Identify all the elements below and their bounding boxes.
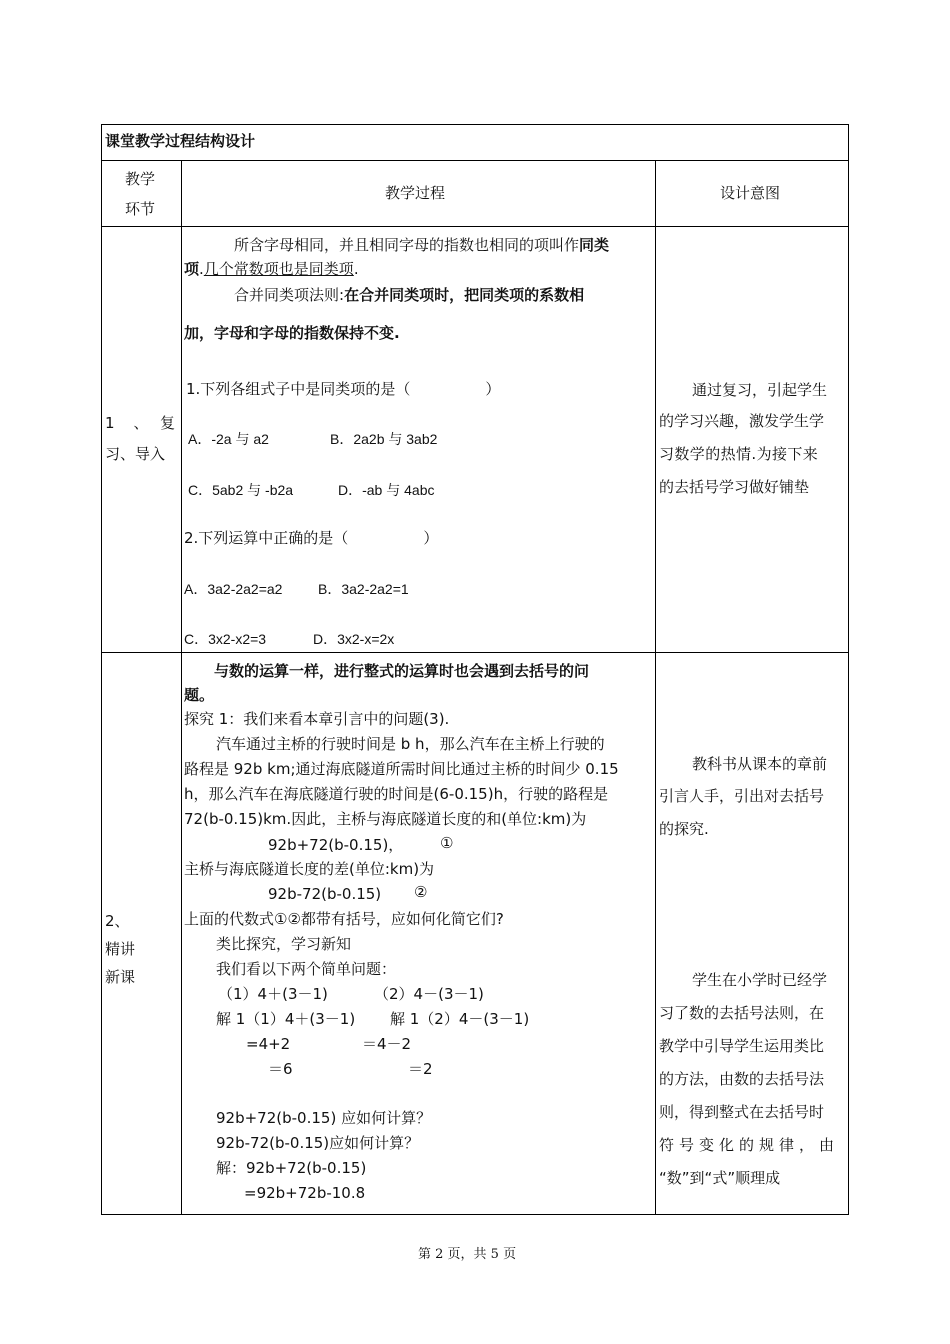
row1-divider (101, 652, 849, 653)
problem-line2: 路程是 92b km;通过海底隧道所需时间比通过主桥的时间少 0.15 (184, 760, 619, 778)
definition-term-part2: 项 (184, 260, 200, 278)
row2-stage-line1: 2、 (105, 912, 130, 930)
header-intent: 设计意图 (720, 184, 781, 202)
header-row-divider (101, 226, 849, 227)
definition-end-dot: . (353, 260, 359, 278)
q1-option-c: C．5ab2 与 -b2a (188, 482, 294, 498)
explore-1: 探究 1：我们来看本章引言中的问题(3). (184, 710, 450, 728)
q2-option-a: A．3a2-2a2=a2 (184, 581, 283, 597)
row2-intent1-line3: 的探究. (659, 820, 709, 838)
problem-line1: 汽车通过主桥的行驶时间是 b h，那么汽车在主桥上行驶的 (216, 735, 605, 753)
row2-stage-line2: 精讲 (105, 940, 136, 958)
row1-stage-line1: 1 、 复 (105, 414, 178, 432)
table-title: 课堂教学过程结构设计 (105, 132, 256, 150)
solution-2-line2: ＝4－2 (362, 1035, 412, 1053)
definition-line2 (184, 262, 359, 277)
expression-diff: 92b-72(b-0.15) (268, 885, 382, 903)
row1-intent-line2: 的学习兴趣，激发学生学 (659, 412, 825, 430)
header-stage-line2: 环节 (125, 200, 156, 218)
q1-option-d: D．-ab 与 4abc (338, 482, 435, 498)
q1-option-a: A．-2a 与 a2 (188, 431, 269, 447)
row2-intent2-line5: 则，得到整式在去括号时 (659, 1103, 825, 1121)
col-divider-2 (655, 160, 656, 1214)
row1-intent-line1: 通过复习，引起学生 (692, 381, 828, 399)
row2-stage-line3: 新课 (105, 968, 136, 986)
rule-colon: : (339, 286, 345, 304)
constant-terms-note: 几个常数项也是同类项 (203, 260, 354, 278)
title-row-divider (101, 160, 849, 161)
solution-1-line3: ＝6 (268, 1060, 293, 1078)
diff-question: 92b-72(b-0.15)应如何计算？ (216, 1134, 420, 1152)
header-stage-line1: 教学 (125, 170, 156, 188)
solution-sum-line1: 解：92b+72(b-0.15) (216, 1159, 367, 1177)
row2-intent1-line1: 教科书从课本的章前 (692, 755, 828, 773)
problem-1: （1）4＋(3－1) (218, 985, 328, 1003)
solution-sum-line2: =92b+72b-10.8 (244, 1184, 366, 1202)
expression-sum-number: ① (440, 834, 454, 852)
q1-option-b: B．2a2b 与 3ab2 (330, 431, 438, 447)
rule-line2: 加，字母和字母的指数保持不变. (184, 324, 400, 342)
solution-2-line1: 解 1（2）4－(3－1) (390, 1010, 530, 1028)
problem-line4: 72(b-0.15)km.因此，主桥与海底隧道长度的和(单位:km)为 (184, 810, 587, 828)
solution-2-line3: ＝2 (408, 1060, 433, 1078)
row2-intent1-line2: 引言人手，引出对去括号 (659, 787, 825, 805)
question2: 2.下列运算中正确的是（ ） (184, 529, 439, 547)
definition-dot: . (199, 260, 204, 278)
row2-intent2-line2: 习了数的去括号法则，在 (659, 1004, 825, 1022)
rule-label: 合并同类项法则 (234, 286, 340, 304)
row2-intent2-line7: “数”到“式”顺理成 (659, 1169, 781, 1187)
definition-text: 所含字母相同，并且相同字母的指数也相同的项叫作 (234, 236, 580, 254)
page-footer: 第 2 页，共 5 页 (418, 1247, 517, 1262)
definition-line1 (234, 238, 609, 253)
intro-heading-line2: 题。 (184, 686, 215, 704)
solution-1-line2: =4+2 (246, 1035, 291, 1053)
col-divider-1 (181, 160, 182, 1214)
simple-problems-intro: 我们看以下两个简单问题： (216, 960, 397, 978)
expression-diff-number: ② (414, 883, 428, 901)
q2-option-b: B．3a2-2a2=1 (318, 581, 409, 597)
intro-heading-line1: 与数的运算一样，进行整式的运算时也会遇到去括号的问 (214, 662, 590, 680)
q2-option-d: D．3x2-x=2x (313, 631, 395, 647)
row2-intent2-line4: 的方法，由数的去括号法 (659, 1070, 825, 1088)
row2-intent2-line1: 学生在小学时已经学 (692, 971, 828, 989)
expression-sum: 92b+72(b-0.15)， (268, 836, 404, 854)
analogy-heading: 类比探究，学习新知 (216, 935, 352, 953)
row1-stage-line2: 习、导入 (105, 445, 166, 463)
question1: 1.下列各组式子中是同类项的是（ ） (186, 380, 501, 398)
rule-text-part1: 在合并同类项时，把同类项的系数相 (344, 286, 585, 304)
rule-line1 (234, 288, 584, 303)
solution-1-line1: 解 1（1）4＋(3－1) (216, 1010, 356, 1028)
sum-question: 92b+72(b-0.15) 应如何计算？ (216, 1109, 432, 1127)
definition-term-part1: 同类 (579, 236, 610, 254)
header-process: 教学过程 (385, 184, 446, 202)
row2-intent2-line3: 教学中引导学生运用类比 (659, 1037, 825, 1055)
row1-intent-line4: 的去括号学习做好铺垫 (659, 478, 810, 496)
problem-line3: h，那么汽车在海底隧道行驶的时间是(6-0.15)h，行驶的路程是 (184, 785, 609, 803)
row1-intent-line3: 习数学的热情.为接下来 (659, 445, 819, 463)
difference-intro: 主桥与海底隧道长度的差(单位:km)为 (184, 860, 435, 878)
simplify-question: 上面的代数式①②都带有括号，应如何化简它们? (184, 910, 504, 928)
q2-option-c: C．3x2-x2=3 (184, 631, 267, 647)
problem-2: （2）4－(3－1) (374, 985, 484, 1003)
row2-intent2-line6: 符号变化的规律，由 (659, 1136, 840, 1154)
